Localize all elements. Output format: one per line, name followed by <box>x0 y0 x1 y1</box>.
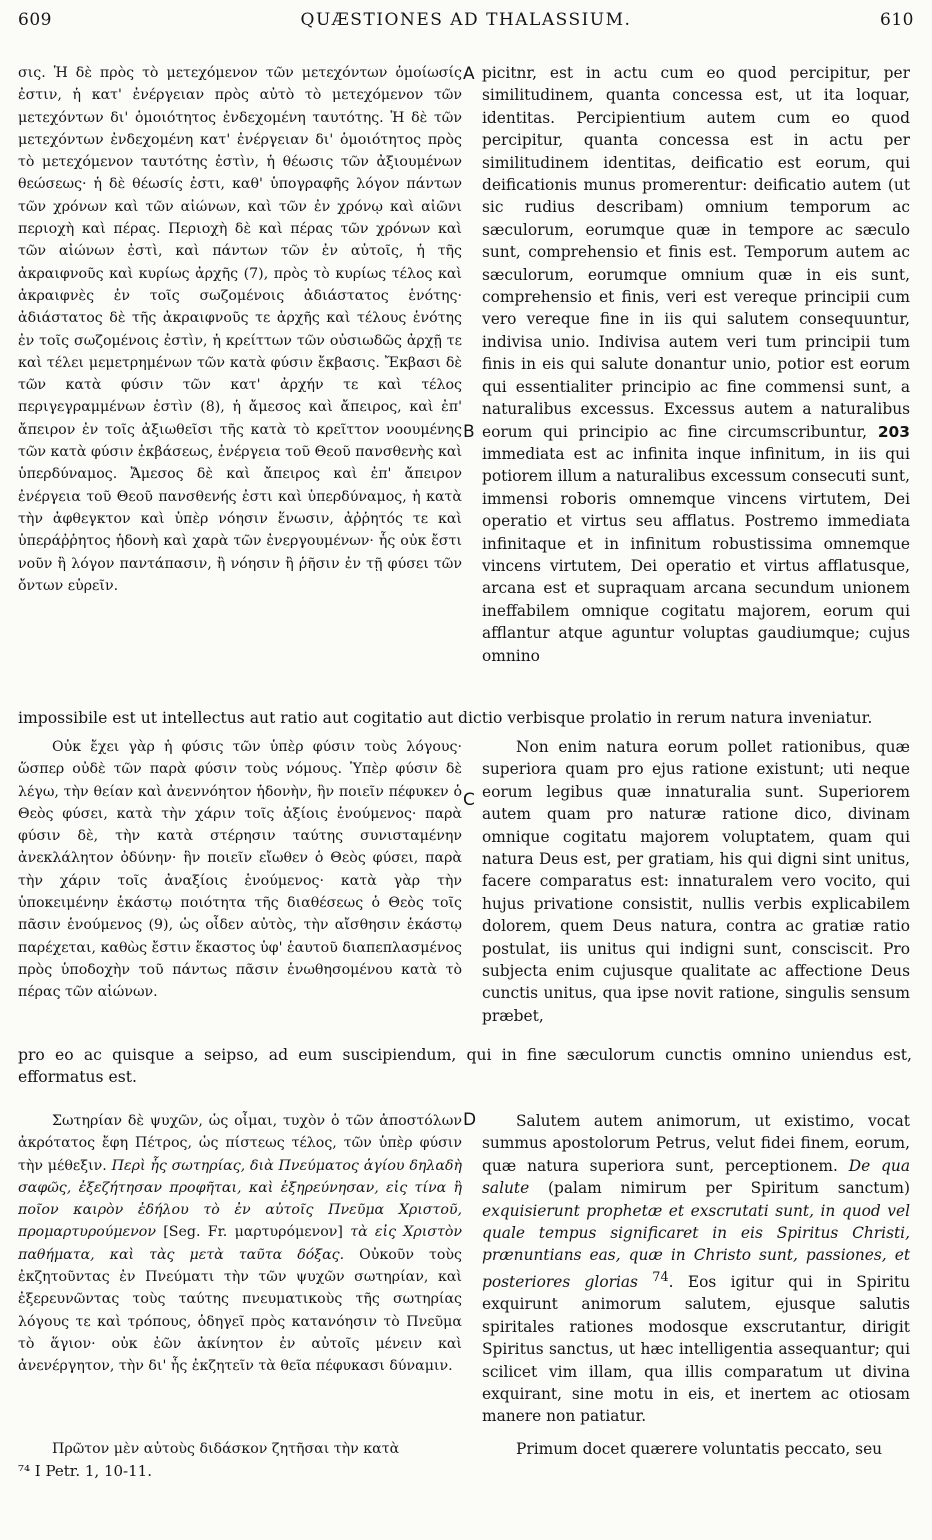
margin-marker-b: B <box>463 422 475 442</box>
latin-quote-3b: exquisierunt prophetæ et exscrutati sunt, in quod vel quale tempus significaret in eis Spiritus Christi, prænuntians eas, quæ in Christo sunt, passiones, et posteriores glorias <box>482 1201 910 1291</box>
running-title: QUÆSTIONES AD THALASSIUM. <box>300 10 632 30</box>
greek-quote-3a: Περὶ ἧς σωτηρίας, διὰ Πνεύματος ἁγίου δηλαδὴ σαφῶς, ἐξεζήτησαν προφῆται, καὶ ἐξηρεύνησαν, εἰς τίνα ἢ ποῖον καιρὸν ἐδήλου τὸ ἐν αὐτοῖς Πνεῦμα Χριστοῦ, προμαρτυρούμενον <box>18 1157 462 1241</box>
latin-text-1a: picitnr, est in actu cum eo quod percipitur, per similitudinem, quanta concessa est, ut ita loquar, identitas. Percipientium autem cum eo quod percipitur, quanta concessa est in actu per similitudinem identitas, deificatio est eorum, qui deificationis munus promerentur: deificatio autem (ut sic rudius describam) omnium temporum ac sæculorum, eorumque quæ in tempore ac sæculo sunt, comprehensio et finis est. Temporum autem ac sæculorum, eorumque omnium quæ in eis sunt, comprehensio et finis, veri est vereque principii cum vero vereque fine in iis qui salutem consequuntur, indivisa unio. Indivisa autem veri tum principii tum finis in eis qui salute donantur unio, potior est eorum qui essentialiter principio ac fine commensi sunt, a naturalibus excessus. Excessus autem a naturalibus eorum qui principio ac fine circumscribuntur, <box>482 64 910 441</box>
greek-paragraph-4: Πρῶτον μὲν αὐτοὺς διδάσκον ζητῆσαι τὴν κατὰ <box>52 1441 400 1457</box>
greek-text-3a: Σωτηρίαν δὲ ψυχῶν, ὡς οἶμαι, τυχὸν ὁ τῶν ἀποστόλων ἀκρότατος ἔφη Πέτρος, ὡς πίστεως τέλος, τῶν ὑπὲρ φύσιν τὴν μέθεξιν. <box>18 1113 462 1174</box>
margin-marker-c: C <box>463 790 475 810</box>
greek-paragraph-3 <box>18 1110 462 1378</box>
page-number-left: 609 <box>18 10 52 30</box>
latin-text-1b: immediata est ac infinita inque infinitum, in iis qui potiorem illum a naturalibus excessum consecuti sunt, immensi roboris omnemque vincens virtutem, Dei operatio et virtus seu afflatus. Postremo immediata infinitaque et in infinitum robustissima omnemque vincens virtutem, Dei operatio et virtus afflatusque, arcana est et supraquam arcana secundum unionem ineffabilem omnique cogitatu majorem, eorum qui afflantur atque aguntur voluptas gaudiumque; cujus omnino <box>482 444 910 665</box>
fullwidth-line-1: impossibile est ut intellectus aut ratio aut cogitatio aut dictio verbisque prolatio in rerum natura inveniatur. <box>18 709 873 727</box>
latin-paragraph-2: Non enim natura eorum pollet rationibus, quæ superiora quam pro ejus ratione existunt; uti neque eorum legibus quæ innaturalia sunt. Superiorem autem quam pro naturæ ratione dico, divinam omnique cogitatu majorem voluptatem, quam qui natura Deus est, per gratiam, his qui digni sint unitus, facere comparatus est: innaturalem vero vocito, qui hujus privatione consistit, nullis verbis explicabilem dolorem, quem Deus natura, contra ac gratiæ ratio postulat, iis unitus qui indigni sunt, consciscit. Pro subjecta enim cujusque qualitate ac affectione Deus cunctis unitus, qua ipse novit ratione, singulis sensum præbet, <box>482 738 910 1025</box>
footnote-ref: 74 <box>652 1269 669 1285</box>
latin-quote-3a: De qua salute <box>482 1156 910 1198</box>
greek-text-3c: Οὐκοῦν τοὺς ἐκζητοῦντας ἐν Πνεύματι τὴν τῶν ψυχῶν σωτηρίαν, καὶ ἐξερευνῶντας τοὺς ταύτης πνευματικοὺς τῆς σωτηρίας λόγους τε καὶ τρόπους, ὁδηγεῖ πρὸς κατανόησιν τὸ Πνεῦμα τὸ ἅγιον· οὐκ ἐῶν ἀκίνητον ἐν αὐτοῖς μένειν καὶ ἀνενέργητον, τὴν δι' ἧς ἐκζητεῖν τὰ θεῖα πέφυκασι δύναμιν. <box>18 1246 463 1375</box>
greek-quote-3b: τὰ εἰς Χριστὸν παθήματα, καὶ τὰς μετὰ ταῦτα δόξας. <box>18 1224 463 1263</box>
latin-paragraph-1 <box>482 62 910 667</box>
footnote: ⁷⁴ I Petr. 1, 10-11. <box>18 1462 152 1480</box>
greek-paragraph-1: σις. Ἡ δὲ πρὸς τὸ μετεχόμενον τῶν μετεχόντων ὁμοίωσίς ἐστιν, ἡ κατ' ἐνέργειαν πρὸς αὐτὸ τὸ μετεχόμενον τῶν μετεχόντων δι' ὁμοιότητος ἐνδεχομένη ταυτότης. Ἡ δὲ τῶν μετεχόντων ἐνδεχομένη κατ' ἐνέργειαν δι' ὁμοιότητος πρὸς τὸ μετεχόμενον ταυτότης ἐστὶν, ἡ θέωσις τῶν ἀξιουμένων θεώσεως· ἡ δὲ θέωσίς ἐστι, καθ' ὑπογραφῆς λόγον πάντων τῶν χρόνων καὶ τῶν αἰώνων, καὶ τῶν ἐν χρόνῳ καὶ αἰῶνι περιοχὴ καὶ πέρας. Περιοχὴ δὲ καὶ πέρας τῶν χρόνων καὶ τῶν αἰώνων ἐστὶ, καὶ πάντων τῶν ἐν αὐτοῖς, ἡ τῆς ἀκραιφνοῦς καὶ κυρίως ἀρχῆς (7), πρὸς τὸ κυρίως τέλος καὶ ἀκραιφνὲς ἐν τοῖς σωζομένοις ἀδιάστατος ἑνότης· ἀδιάστατος δὲ τῆς ἀκραιφνοῦς τε ἀρχῆς καὶ τέλους ἑνότης ἐν τοῖς σωζομένοις ἐστὶν, ἡ κρείττων τῶν οὐσιωδῶς ἀρχῇ τε καὶ τέλει μεμετρημένων τῶν κατὰ φύσιν ἔκβασις. Ἔκβασι δὲ τῶν κατὰ φύσιν τῶν κατ' ἀρχήν τε καὶ τέλος περιγεγραμμένων ἐστὶν (8), ἡ ἄμεσος καὶ ἄπειρος, καὶ ἐπ' ἄπειρον ἐν τοῖς ἀξιωθεῖσι τῆς κατὰ τὸ κρεῖττον νοουμένης τῶν κατὰ φύσιν ἐκβάσεως, ἐνέργεια τοῦ Θεοῦ πανσθενὴς καὶ ὑπερδύναμος. Ἄμεσος δὲ καὶ ἄπειρος καὶ ἐπ' ἄπειρον ἐνέργεια τοῦ Θεοῦ πανσθενής ἐστι καὶ ὑπερδύναμος, ἡ κατὰ τὴν ἀφθεγκτον καὶ ὑπὲρ νόησιν ἕνωσιν, ἀῤῥητός τε καὶ ὑπεράῤῥητος ἡδονὴ καὶ χαρὰ τῶν ἐνεργουμένων· ἧς οὐκ ἔστι νοῦν ἢ λόγον παντάπασιν, ἢ νόησιν ἢ ῥῆσιν ἐν τῇ φύσει τῶν ὄντων εὑρεῖν. <box>18 65 463 594</box>
margin-marker-d: D <box>463 1110 477 1130</box>
page-number-right: 610 <box>880 10 914 30</box>
greek-variant-note: [Seg. Fr. μαρτυρόμενον] <box>163 1224 343 1241</box>
latin-text-3a: Salutem autem animorum, ut existimo, vocat summus apostolorum Petrus, velut fidei finem, eorum, quæ natura superiora sunt, perceptionem. <box>482 1112 910 1175</box>
column-number: 203 <box>877 422 910 441</box>
latin-parenthetical: (palam nimirum per Spiritum sanctum) <box>548 1179 910 1198</box>
latin-text-3c: . Eos igitur qui in Spiritu exquirunt animorum salutem, ejusque salutis spiritales rationes modosque exscrutantur, dirigit Spiritus sanctus, ut hæc intelligentia assequantur; qui scilicet vim illam, qua illis comparatum ut divina exquirant, sine motu in eis, et inertem ac otiosam manere non patiatur. <box>482 1272 910 1426</box>
latin-paragraph-3 <box>482 1110 910 1428</box>
latin-paragraph-4: Primum docet quærere voluntatis peccato, seu <box>516 1440 883 1458</box>
fullwidth-line-2: pro eo ac quisque a seipso, ad eum suscipiendum, qui in fine sæculorum cunctis omnino uniendus est, efformatus est. <box>18 1046 912 1086</box>
greek-paragraph-2: Οὐκ ἔχει γὰρ ἡ φύσις τῶν ὑπὲρ φύσιν τοὺς λόγους· ὥσπερ οὐδὲ τῶν παρὰ φύσιν τοὺς νόμους. Ὑπὲρ φύσιν δὲ λέγω, τὴν θείαν καὶ ἀνεννόητον ἡδονὴν, ἣν ποιεῖν πέφυκεν ὁ Θεὸς φύσει, κατὰ τὴν χάριν τοῖς ἀξίοις ἑνούμενος· παρὰ φύσιν δὲ, τὴν κατὰ στέρησιν ταύτης συνισταμένην ἀνεκλάλητον ὀδύνην· ἣν ποιεῖν εἴωθεν ὁ Θεὸς φύσει, παρὰ τὴν χάριν τοῖς ἀναξίοις ἑνούμενος· κατὰ γὰρ τὴν ὑποκειμένην ἑκάστῳ ποιότητα τῆς διαθέσεως ὁ Θεὸς τοῖς πᾶσιν ἑνούμενος (9), ὡς οἶδεν αὐτὸς, τὴν αἴσθησιν ἑκάστῳ παρέχεται, καθὼς ἔστιν ἕκαστος ὑφ' ἑαυτοῦ διαπεπλασμένος πρὸς ὑποδοχὴν τοῦ πάντως πᾶσιν ἑνωθησομένου κατὰ τὸ πέρας τῶν αἰώνων. <box>18 739 462 1001</box>
margin-marker-a: A <box>463 64 475 84</box>
